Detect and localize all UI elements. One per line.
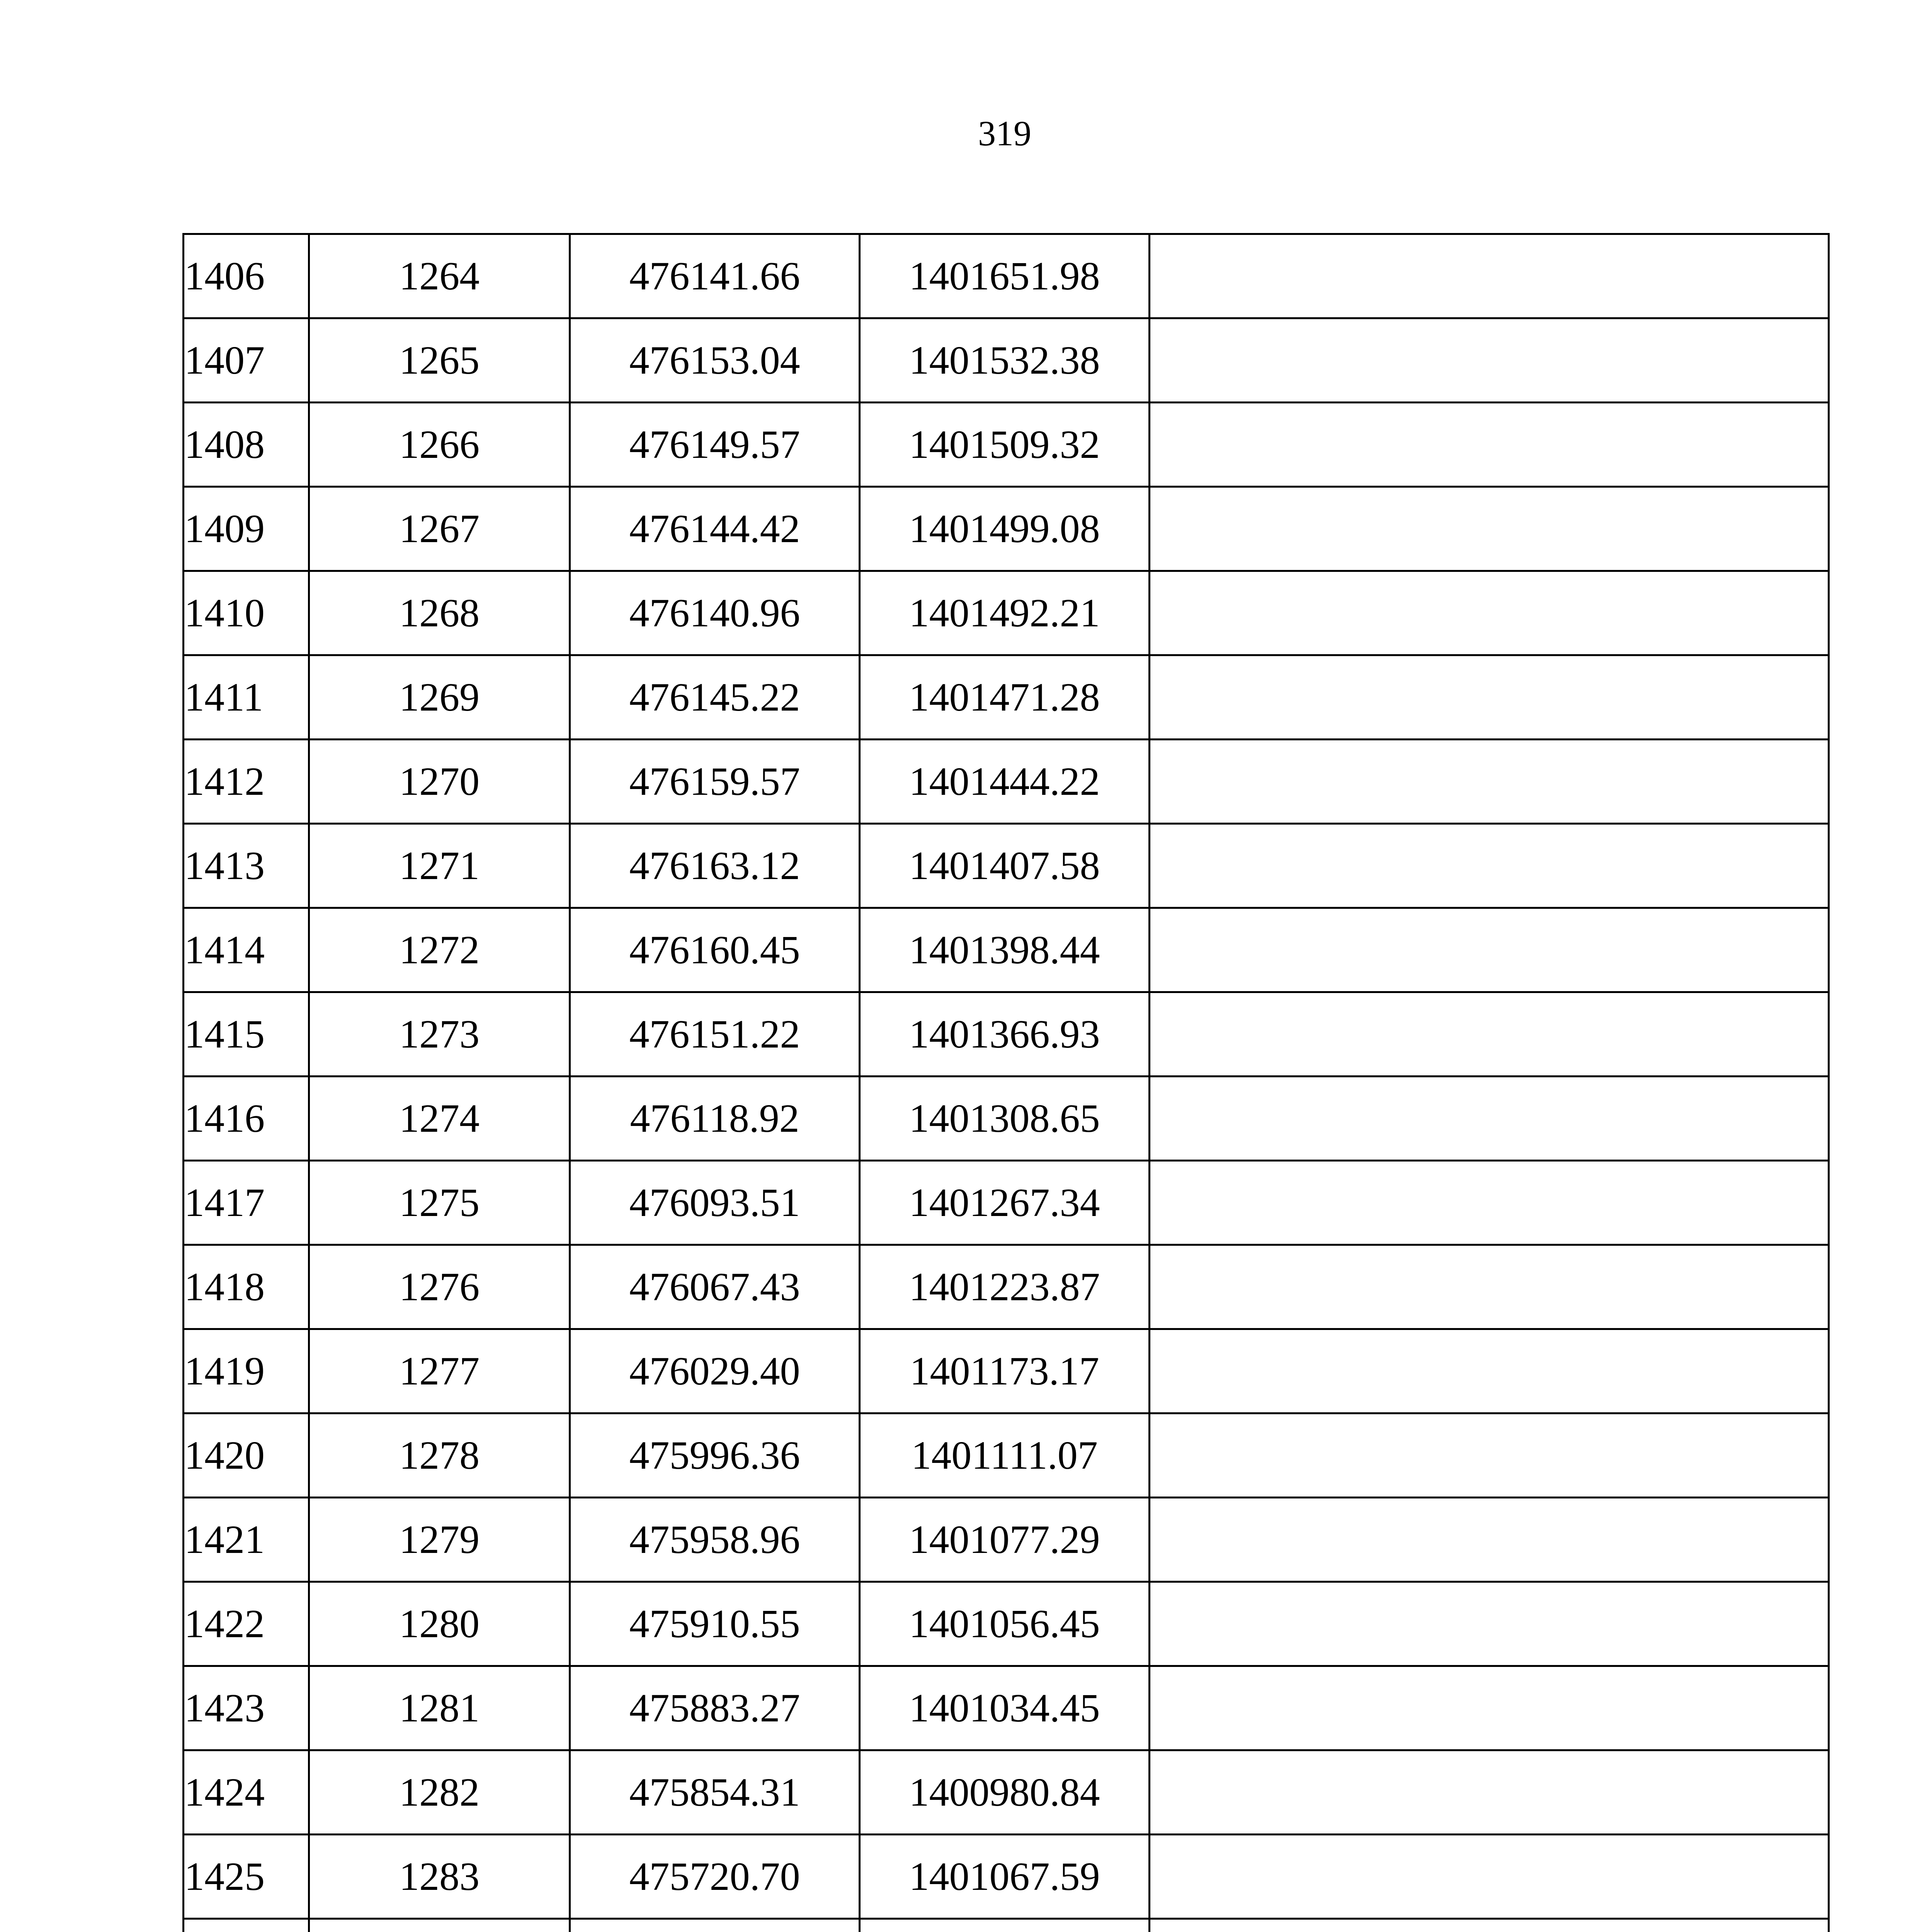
point-id-cell: 1283	[309, 1835, 570, 1919]
y-coordinate-cell: 1401067.59	[860, 1835, 1150, 1919]
table-row	[184, 1835, 1829, 1919]
note-cell	[1150, 1077, 1829, 1161]
y-coordinate-cell: 1401444.22	[860, 740, 1150, 824]
note-cell	[1150, 1498, 1829, 1582]
note-cell	[1150, 1835, 1829, 1919]
x-coordinate-cell	[570, 1919, 860, 1932]
y-coordinate-cell: 1401223.87	[860, 1245, 1150, 1329]
table-row	[184, 1161, 1829, 1245]
note-cell	[1150, 318, 1829, 403]
x-coordinate-cell: 476163.12	[570, 824, 860, 908]
y-coordinate-cell: 1401407.58	[860, 824, 1150, 908]
table-row	[184, 740, 1829, 824]
row-number-cell: 1423	[184, 1666, 309, 1750]
point-id-cell	[309, 1919, 570, 1932]
row-number-cell: 1406	[184, 234, 309, 318]
x-coordinate-cell: 476140.96	[570, 571, 860, 655]
x-coordinate-cell: 476029.40	[570, 1329, 860, 1413]
row-number-cell: 1420	[184, 1413, 309, 1498]
point-id-cell: 1270	[309, 740, 570, 824]
row-number-cell: 1410	[184, 571, 309, 655]
x-coordinate-cell: 475720.70	[570, 1835, 860, 1919]
point-id-cell: 1275	[309, 1161, 570, 1245]
row-number-cell: 1425	[184, 1835, 309, 1919]
point-id-cell: 1276	[309, 1245, 570, 1329]
table-row	[184, 1413, 1829, 1498]
row-number-cell: 1421	[184, 1498, 309, 1582]
row-number-cell: 1417	[184, 1161, 309, 1245]
point-id-cell: 1274	[309, 1077, 570, 1161]
note-cell	[1150, 403, 1829, 487]
note-cell	[1150, 824, 1829, 908]
point-id-cell: 1281	[309, 1666, 570, 1750]
y-coordinate-cell: 1401492.21	[860, 571, 1150, 655]
point-id-cell: 1272	[309, 908, 570, 992]
table-row	[184, 1245, 1829, 1329]
table-row	[184, 318, 1829, 403]
table-row	[184, 655, 1829, 740]
y-coordinate-cell: 1401398.44	[860, 908, 1150, 992]
coordinates-table	[182, 233, 1830, 1932]
point-id-cell: 1266	[309, 403, 570, 487]
row-number-cell: 1413	[184, 824, 309, 908]
x-coordinate-cell: 476149.57	[570, 403, 860, 487]
table-row	[184, 1919, 1829, 1932]
table-row	[184, 234, 1829, 318]
table-row	[184, 403, 1829, 487]
page-number: 319	[978, 114, 1031, 153]
x-coordinate-cell: 476144.42	[570, 487, 860, 571]
y-coordinate-cell: 1401651.98	[860, 234, 1150, 318]
x-coordinate-cell: 475996.36	[570, 1413, 860, 1498]
table-row	[184, 908, 1829, 992]
note-cell	[1150, 1919, 1829, 1932]
y-coordinate-cell: 1401056.45	[860, 1582, 1150, 1666]
table-row	[184, 1498, 1829, 1582]
point-id-cell: 1277	[309, 1329, 570, 1413]
y-coordinate-cell: 1401267.34	[860, 1161, 1150, 1245]
y-coordinate-cell: 1401173.17	[860, 1329, 1150, 1413]
row-number-cell: 1412	[184, 740, 309, 824]
y-coordinate-cell: 1400980.84	[860, 1750, 1150, 1835]
y-coordinate-cell: 1401034.45	[860, 1666, 1150, 1750]
point-id-cell: 1268	[309, 571, 570, 655]
point-id-cell: 1265	[309, 318, 570, 403]
note-cell	[1150, 740, 1829, 824]
point-id-cell: 1269	[309, 655, 570, 740]
note-cell	[1150, 234, 1829, 318]
y-coordinate-cell: 1401366.93	[860, 992, 1150, 1077]
y-coordinate-cell: 1401509.32	[860, 403, 1150, 487]
x-coordinate-cell: 475910.55	[570, 1582, 860, 1666]
y-coordinate-cell: 1401308.65	[860, 1077, 1150, 1161]
point-id-cell: 1278	[309, 1413, 570, 1498]
x-coordinate-cell: 475883.27	[570, 1666, 860, 1750]
row-number-cell: 1419	[184, 1329, 309, 1413]
note-cell	[1150, 1582, 1829, 1666]
x-coordinate-cell: 476093.51	[570, 1161, 860, 1245]
x-coordinate-cell: 476141.66	[570, 234, 860, 318]
note-cell	[1150, 1329, 1829, 1413]
note-cell	[1150, 1413, 1829, 1498]
note-cell	[1150, 1245, 1829, 1329]
x-coordinate-cell: 476118.92	[570, 1077, 860, 1161]
row-number-cell: 1418	[184, 1245, 309, 1329]
point-id-cell: 1271	[309, 824, 570, 908]
table-row	[184, 1077, 1829, 1161]
note-cell	[1150, 487, 1829, 571]
table-row	[184, 1666, 1829, 1750]
note-cell	[1150, 655, 1829, 740]
point-id-cell: 1280	[309, 1582, 570, 1666]
row-number-cell	[184, 1919, 309, 1932]
x-coordinate-cell: 476159.57	[570, 740, 860, 824]
row-number-cell: 1424	[184, 1750, 309, 1835]
x-coordinate-cell: 475854.31	[570, 1750, 860, 1835]
y-coordinate-cell: 1401499.08	[860, 487, 1150, 571]
note-cell	[1150, 992, 1829, 1077]
point-id-cell: 1279	[309, 1498, 570, 1582]
x-coordinate-cell: 476151.22	[570, 992, 860, 1077]
point-id-cell: 1267	[309, 487, 570, 571]
x-coordinate-cell: 476160.45	[570, 908, 860, 992]
note-cell	[1150, 1161, 1829, 1245]
row-number-cell: 1422	[184, 1582, 309, 1666]
row-number-cell: 1414	[184, 908, 309, 992]
row-number-cell: 1416	[184, 1077, 309, 1161]
table-row	[184, 1750, 1829, 1835]
table-row	[184, 1582, 1829, 1666]
table-row	[184, 992, 1829, 1077]
table-row	[184, 824, 1829, 908]
x-coordinate-cell: 476067.43	[570, 1245, 860, 1329]
row-number-cell: 1408	[184, 403, 309, 487]
point-id-cell: 1282	[309, 1750, 570, 1835]
y-coordinate-cell: 1401077.29	[860, 1498, 1150, 1582]
note-cell	[1150, 1666, 1829, 1750]
y-coordinate-cell: 1401471.28	[860, 655, 1150, 740]
row-number-cell: 1415	[184, 992, 309, 1077]
y-coordinate-cell: 1401111.07	[860, 1413, 1150, 1498]
x-coordinate-cell: 475958.96	[570, 1498, 860, 1582]
row-number-cell: 1407	[184, 318, 309, 403]
x-coordinate-cell: 476153.04	[570, 318, 860, 403]
note-cell	[1150, 571, 1829, 655]
x-coordinate-cell: 476145.22	[570, 655, 860, 740]
row-number-cell: 1411	[184, 655, 309, 740]
row-number-cell: 1409	[184, 487, 309, 571]
note-cell	[1150, 1750, 1829, 1835]
y-coordinate-cell: 1401532.38	[860, 318, 1150, 403]
y-coordinate-cell	[860, 1919, 1150, 1932]
coordinates-table-body	[184, 234, 1829, 1932]
table-row	[184, 1329, 1829, 1413]
table-row	[184, 487, 1829, 571]
point-id-cell: 1273	[309, 992, 570, 1077]
table-row	[184, 571, 1829, 655]
point-id-cell: 1264	[309, 234, 570, 318]
note-cell	[1150, 908, 1829, 992]
